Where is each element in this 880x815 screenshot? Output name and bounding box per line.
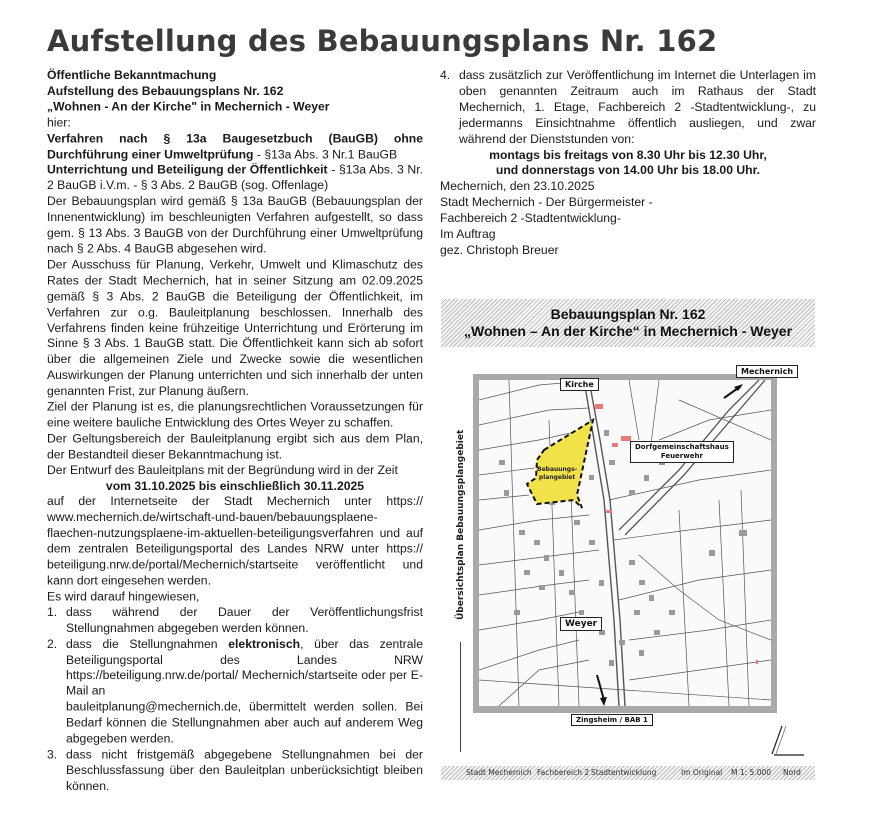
office-hours-2: und donnerstags von 14.00 Uhr bis 18.00 Uhr. [495, 163, 761, 178]
plan-area-label [537, 466, 577, 482]
plan-area [527, 420, 593, 508]
list-number: 3. [47, 747, 58, 762]
map-drawing [479, 380, 771, 706]
list-text: dass nicht fristgemäß abgegebene Stellungnahmen bei der Beschlussfassung über den Bauleitplan unberücksichtigt bleiben können. [66, 747, 423, 793]
footer-original: Im Original [681, 768, 723, 777]
footer-org: Stadt Mechernich [466, 768, 532, 777]
list-item [47, 637, 423, 748]
label-weyer: Weyer [560, 617, 602, 631]
paragraph-verfahren: Der Bebauungsplan wird gemäß § 13a BauGB (Bebauungsplan der Innenentwicklung) im beschleunigten Verfahren aufgestellt, so dass gem. § 13 Abs. 3 BauGB von der Durchführung einer Umweltprüfung nach § 2 Abs. 4 BauGB abgesehen wird. [47, 194, 423, 256]
map-title: Bebauungsplan Nr. 162 [550, 306, 706, 322]
signature-line-3: Im Auftrag [440, 227, 496, 242]
procedure-2-title: Unterrichtung und Beteiligung der Öffentlichkeit [47, 162, 328, 177]
map-footer [441, 766, 815, 780]
paragraph-internet: auf der Internetseite der Stadt Mechernich unter https:// www.mechernich.de/wirtschaft-und-bauen/bebauungsplaene-flaechen-nutzungsplaene-im-aktuellen-beteiligungsverfahren und auf dem zentralen Beteiligungsportal des Landes NRW unter https:// beteiligung.nrw.de/portal/Mechernich/startseite veröffentlicht und kann dort eingesehen werden. [47, 494, 423, 588]
list-text: dass zusätzlich zur Veröffentlichung im Internet die Unterlagen im oben genannten Zeitraum auch im Rathaus der Stadt Mechernich, 1. Etage, Fachbereich 2 -Stadtentwicklung-, zu jedermanns Einsichtnahme öffentlich ausliegen, und zwar während der Dienststunden von: [459, 68, 816, 146]
label-dorfgemeinschaftshaus [630, 441, 734, 463]
plan-area-label-line2: plangebiet [538, 474, 576, 481]
list-item [47, 605, 423, 637]
procedure-1-title: Verfahren nach § 13a Baugesetzbuch (BauGB) ohne Durchführung einer Umweltprüfung [47, 131, 423, 161]
label-dgh-line1: Dorfgemeinschaftshaus [635, 443, 729, 451]
signature-line-1: Stadt Mechernich - Der Bürgermeister - [440, 195, 653, 210]
list-item [47, 747, 423, 794]
page-title: Aufstellung des Bebauungsplans Nr. 162 [47, 24, 718, 58]
list-number: 2. [47, 636, 58, 651]
list-item [440, 68, 816, 148]
procedure-2-ref: - §13a Abs. 3 Nr. 2 BauGB i.V.m. - § 3 Abs. 2 BauGB (sog. Offenlage) [47, 162, 424, 193]
signature-line-4: gez. Christoph Breuer [440, 242, 559, 257]
emphasis-elektronisch: elektronisch [228, 636, 301, 651]
list-number: 4. [440, 68, 451, 82]
procedure-1 [47, 131, 423, 163]
parcel-lines [479, 380, 771, 706]
period-dates: vom 31.10.2025 bis einschließlich 30.11.2025 [105, 478, 365, 493]
map-frame [473, 374, 777, 713]
footer-unit: Stadtentwicklung [591, 768, 657, 777]
place-date: Mechernich, den 23.10.2025 [440, 179, 595, 194]
site-map [479, 380, 771, 706]
footer-north: Nord [783, 768, 801, 777]
footer-dept: Fachbereich 2 [537, 768, 590, 777]
heading-aufstellung: Aufstellung des Bebauungsplans Nr. 162 [47, 83, 284, 98]
heading-bekanntmachung: Öffentliche Bekanntmachung [47, 68, 217, 82]
paragraph-geltungsbereich: Der Geltungsbereich der Bauleitplanung ergibt sich aus dem Plan, der Bestandteil dieser Bekanntmachung ist. [47, 431, 423, 462]
heading-plan-name: „Wohnen - An der Kirche" in Mechernich - Weyer [47, 99, 330, 114]
list-text-part: dass die Stellungnahmen [66, 636, 229, 651]
map-vertical-label: Übersichtsplan Bebauungsplangebiet [456, 429, 466, 620]
list-text-part: , über das zentrale Beteiligungsportal des Landes NRW https://beteiligung.nrw.de/portal/ Mechernich/startseite oder per E-Mail an [66, 636, 423, 699]
paragraph-entwurf: Der Entwurf des Bauleitplans mit der Begründung wird in der Zeit [47, 462, 398, 477]
map-side-line [460, 642, 461, 752]
left-column [47, 68, 423, 795]
paragraph-ziel: Ziel der Planung ist es, die planungsrechtlichen Voraussetzungen für eine weitere bauliche Entwicklung des Ortes Weyer zu schaffen. [47, 399, 423, 430]
label-kirche: Kirche [560, 378, 599, 391]
right-column [440, 68, 816, 259]
procedure-1-ref: - §13a Abs. 3 Nr.1 BauGB [253, 146, 398, 161]
arrowhead-zingsheim [600, 697, 607, 706]
office-hours-1: montags bis freitags von 8.30 Uhr bis 12.30 Uhr, [489, 147, 767, 162]
label-dgh-line2: Feuerwehr [660, 452, 703, 460]
plan-area-label-line1: Bebauungs- [537, 466, 578, 473]
label-mechernich: Mechernich [736, 365, 798, 378]
label-zingsheim: Zingsheim / BAB 1 [571, 714, 653, 726]
list-number: 1. [47, 605, 58, 620]
email-link: bauleitplanung@mechernich.de, übermittelt werden sollen. Bei Bedarf können die Stellungnahmen aber auch auf anderem Weg abgegeben werden. [66, 699, 423, 746]
list-text: dass während der Dauer der Veröffentlichungsfrist Stellungnahmen abgegeben werden können. [66, 605, 423, 635]
footer-scale: M 1: 5.000 [731, 768, 772, 777]
list-text [66, 637, 423, 748]
paragraph-ausschuss: Der Ausschuss für Planung, Verkehr, Umwelt und Klimaschutz des Rates der Stadt Mechernich, hat in seiner Sitzung am 02.09.2025 gemäß § 3 Abs. 2 BauGB die Beteiligung der Öffentlichkeit, im Verfahren zur o.g. Bauleitplanung beschlossen. Innerhalb des Verfahrens finden keine frühzeitige Unterrichtung und Erörterung im Sinne § 3 Abs. 1 BauGB statt. Die Öffentlichkeit kann sich ab sofort über die allgemeinen Ziele und Zwecke sowie die wesentlichen Auswirkungen der Planung unterrichten und sich innerhalb der unten genannten Frist, zur Planung äußern. [47, 257, 423, 398]
map-subtitle: „Wohnen – An der Kirche“ in Mechernich - Weyer [463, 323, 793, 339]
signature-line-2: Fachbereich 2 -Stadtentwicklung- [440, 211, 621, 226]
north-arrow-icon [770, 722, 806, 762]
paragraph-hinweis: Es wird darauf hingewiesen, [47, 589, 200, 604]
arrow-zingsheim [597, 675, 604, 700]
hier-label: hier: [47, 115, 71, 130]
procedure-2 [47, 163, 423, 195]
map-header [441, 299, 815, 347]
